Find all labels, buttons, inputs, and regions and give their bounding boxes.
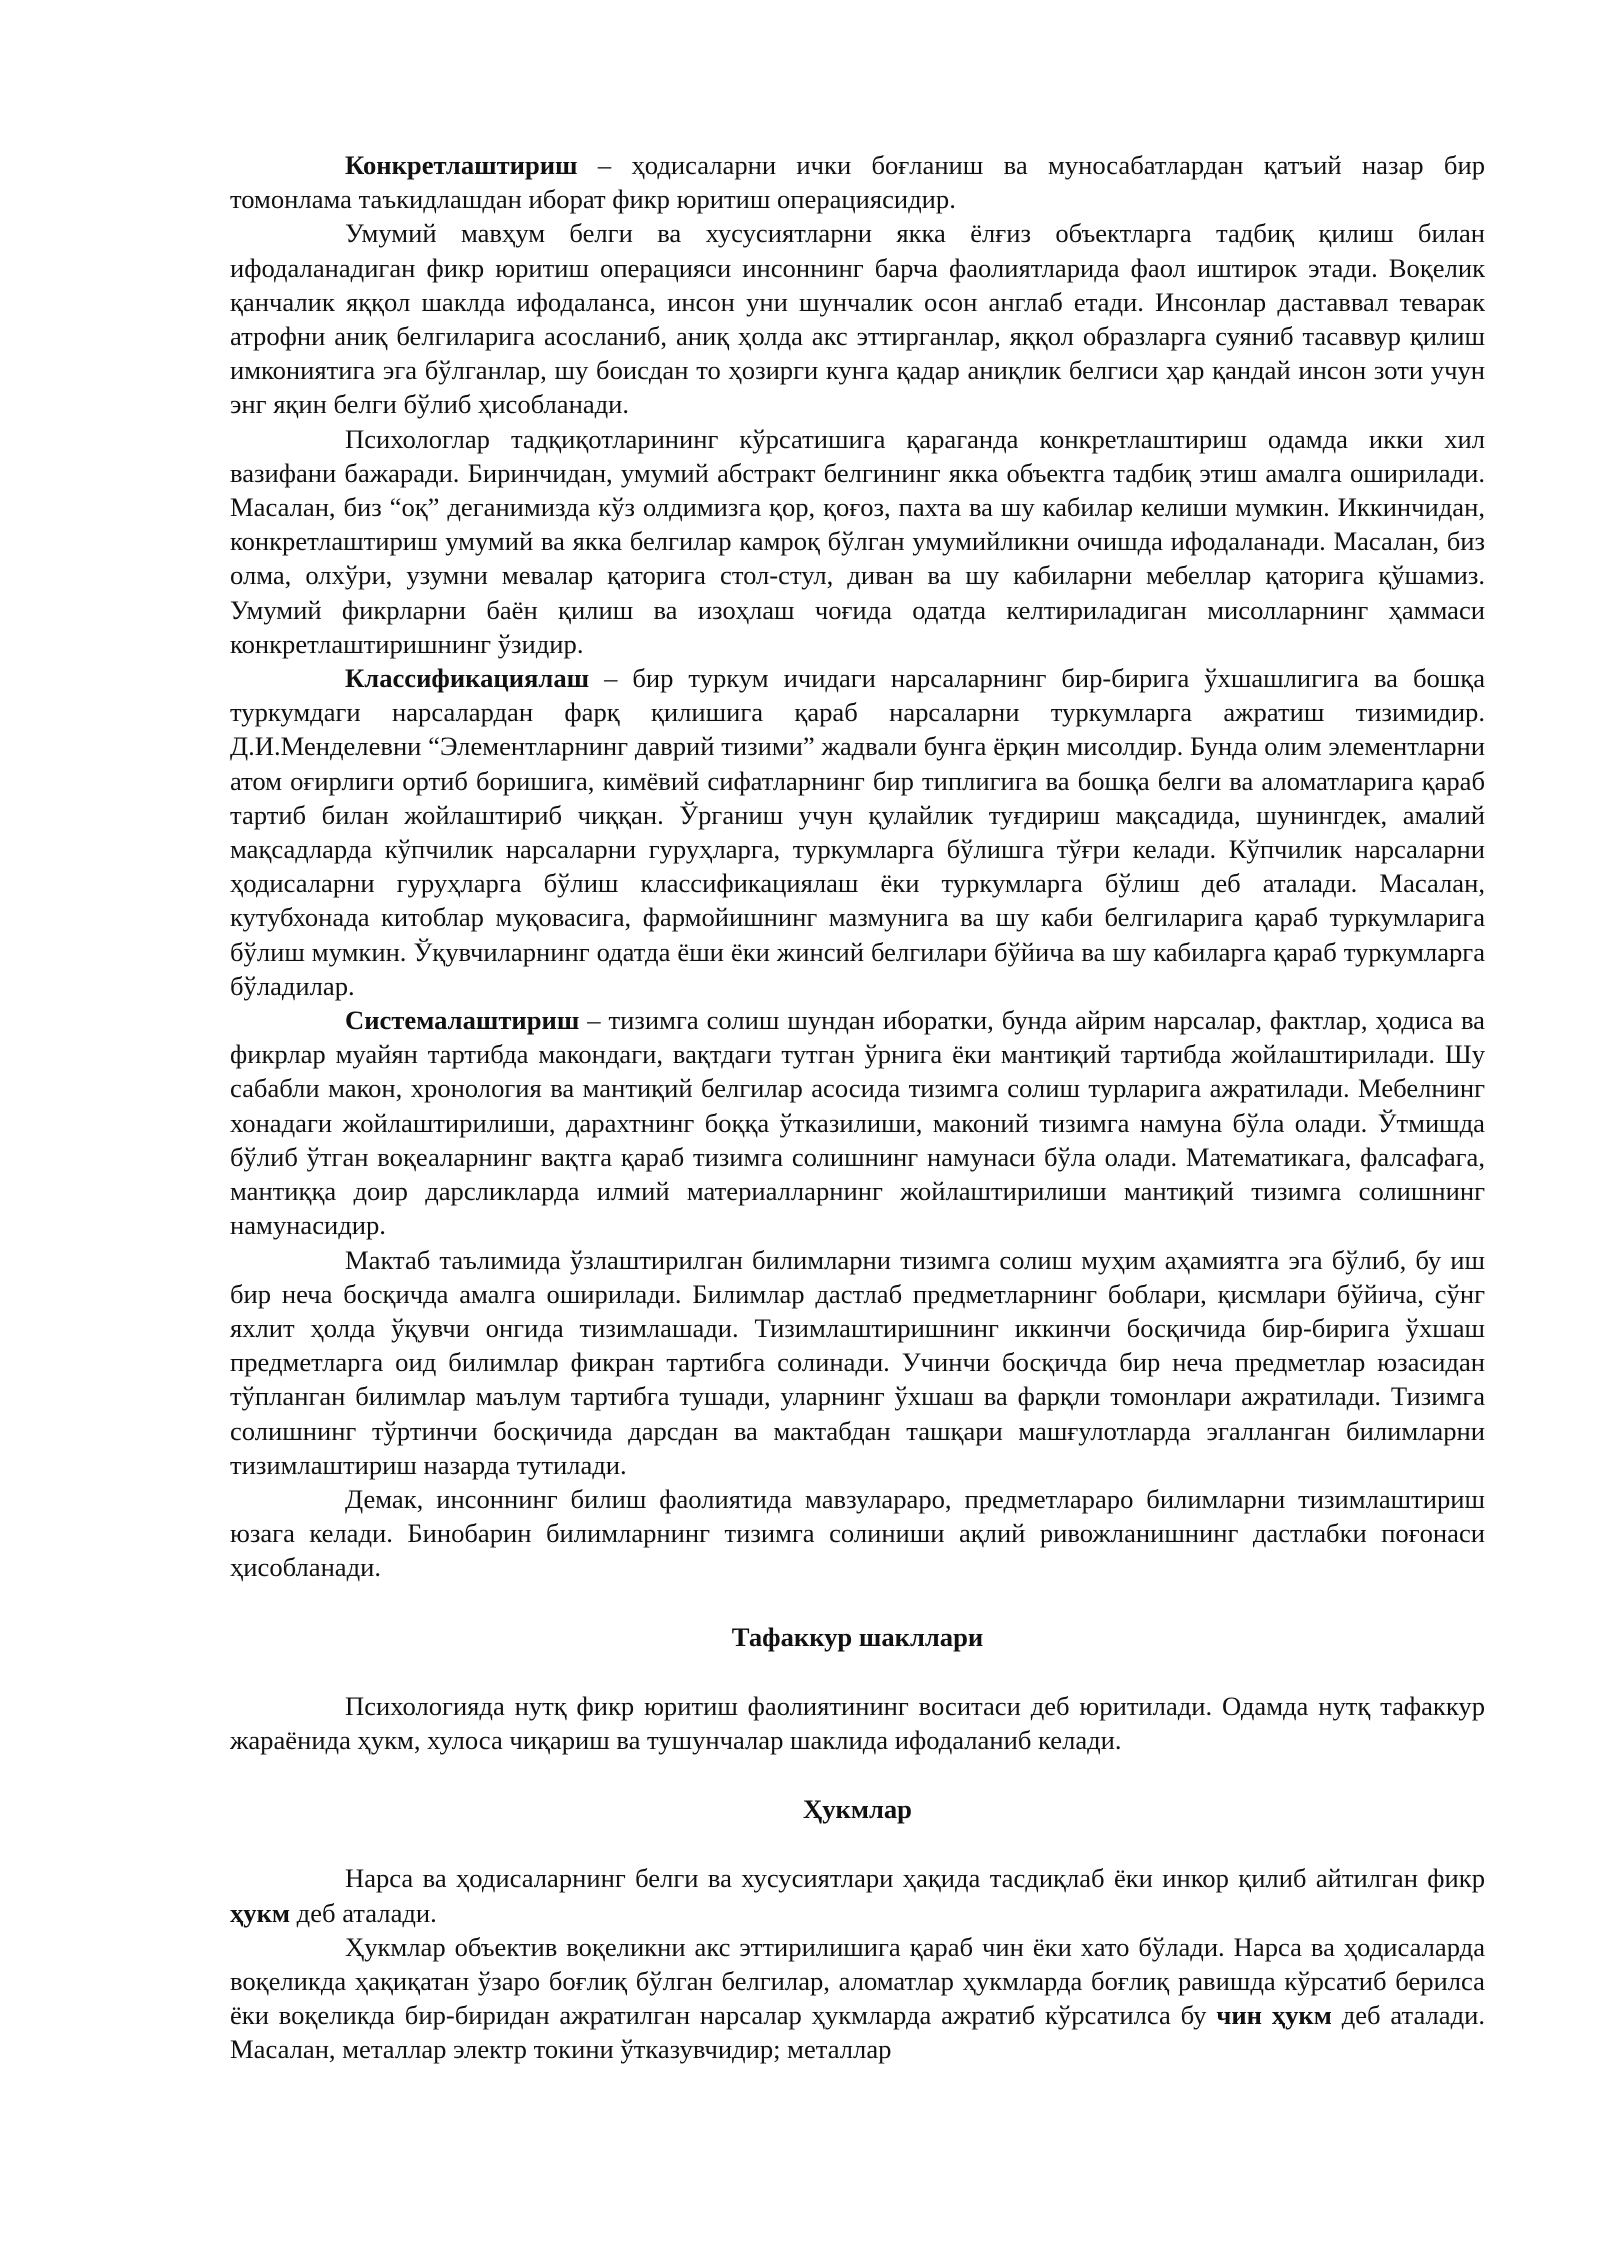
term-true-judgment: чин ҳукм [1216,2000,1332,2031]
paragraph-text: деб аталади. [290,1897,437,1928]
term-systematization: Системалаштириш [345,1005,580,1036]
term-concretization: Конкретлаштириш [345,150,578,180]
paragraph-conclusion [230,1482,1485,1585]
paragraph-text: – ҳодисаларни ички боғланиш ва муносабатлардан қатъий назар бир томонлама таъкидлашдан иборат фикр юритиш операциясидир. [230,150,1485,215]
paragraph-school-education [230,1243,1485,1482]
paragraph-text: – бир туркум ичидаги нарсаларнинг бир-бирига ўхшашлигига ва бошқа туркумдаги нарсалардан фарқ қилишига қараб нарсаларни туркумларга ажратиш тизимидир. Д.И.Менделевни “Элементларнинг даврий тизими” жадвали бунга ёрқин мисолдир. Бунда олим элементларни атом оғирлиги ортиб боришига, кимёвий сифатларнинг бир типлигига ва бошқа белги ва аломатларига қараб тартиб билан жойлаштириб чиққан. Ўрганиш учун қулайлик туғдириш мақсадида, шунингдек, амалий мақсадларда кўпчилик нарсаларни гуруҳларга, туркумларга бўлишга тўғри келади. Кўпчилик нарсаларни ҳодисаларни гуруҳларга бўлиш классификациялаш ёки туркумларга бўлиш деб аталади. Масалан, кутубхонада китоблар муқовасига, фармойишнинг мазмунига ва шу каби белгиларига қараб туркумларига бўлиш мумкин. Ўқувчиларнинг одатда ёши ёки жинсий белгилари бўйича ва шу кабиларга қараб туркумларга бўладилар. [230,663,1485,1001]
document-page [230,148,1485,2067]
heading-forms-of-thinking: Тафаккур шакллари [731,1621,984,1652]
paragraph-classification [230,661,1485,1003]
paragraph-text: – тизимга солиш шундан иборатки, бунда айрим нарсалар, фактлар, ҳодиса ва фикрлар муайян тартибда макондаги, вақтдаги тутган ўрнига ёки мантиқий тартибда жойлаштирилади. Шу сабабли макон, хронология ва мантиқий белгилар асосида тизимга солиш турларига ажратилади. Мебелнинг хонадаги жойлаштирилиши, дарахтнинг боққа ўтказилиши, маконий тизимга намуна бўла олади. Ўтмишда бўлиб ўтган воқеаларнинг вақтга қараб тизимга солишнинг намунаси бўла олади. Математикага, фалсафага, мантиққа доир дарсликларда илмий материалларнинг жойлаштирилиши мантиқий тизимга солишнинг намунасидир. [230,1005,1485,1241]
paragraph-text: Ҳукмлар объектив воқеликни акс эттирилишига қараб чин ёки хато бўлади. Нарса ва ҳодисаларда воқеликда ҳақиқатан ўзаро боғлиқ бўлган белгилар, аломатлар ҳукмларда боғлиқ равишда кўрсатиб берилса ёки воқеликда бир-биридан ажратилган нарсалар ҳукмларда ажратиб кўрсатилса бу [230,1931,1485,2031]
paragraph-text: Мактаб таълимида ўзлаштирилган билимларни тизимга солиш муҳим аҳамиятга эга бўлиб, бу иш бир неча босқичда амалга оширилади. Билимлар дастлаб предметларнинг боблари, қисмлари бўйича, сўнг яхлит ҳолда ўқувчи онгида тизимлашади. Тизимлаштиришнинг иккинчи босқичида бир-бирига ўхшаш предметларга оид билимлар фикран тартибга солинади. Учинчи босқичда бир неча предметлар юзасидан тўпланган билимлар маълум тартибга тушади, уларнинг ўхшаш ва фарқли томонлари ажратилади. Тизимга солишнинг тўртинчи босқичида дарсдан ва мактабдан ташқари машғулотларда эгалланган билимларни тизимлаштириш назарда тутилади. [230,1244,1485,1480]
term-classification: Классификациялаш [345,663,590,694]
paragraph-judgment-definition [230,1861,1485,1929]
paragraph-text: деб аталади. Масалан, металлар электр токини ўтказувчидир; металлар [230,2000,1486,2065]
term-judgment: ҳукм [230,1897,291,1928]
paragraph-text: Психологияда нутқ фикр юритиш фаолиятининг воситаси деб юритилади. Одамда нутқ тафаккур жараёнида ҳукм, хулоса чиқариш ва тушунчалар шаклида ифодаланиб келади. [230,1690,1485,1755]
paragraph-text: Психологлар тадқиқотларининг кўрсатишига қараганда конкретлаштириш одамда икки хил вазифани бажаради. Биринчидан, умумий абстракт белгининг якка объектга тадбиқ этиш амалга оширилади. Масалан, биз “оқ” деганимизда кўз олдимизга қор, қоғоз, пахта ва шу кабилар келиши мумкин. Иккинчидан, конкретлаштириш умумий ва якка белгилар камроқ бўлган умумийликни очишда ифодаланади. Масалан, биз олма, олхўри, узумни мевалар қаторига стол-стул, диван ва шу кабиларни мебеллар қаторига қўшамиз. Умумий фикрларни баён қилиш ва изоҳлаш чоғида одатда келтириладиган мисолларнинг ҳаммаси конкретлаштиришнинг ўзидир. [230,423,1485,659]
heading-judgments: Ҳукмлар [803,1794,912,1825]
paragraph-text: Демак, инсоннинг билиш фаолиятида мавзулараро, предметлараро билимларни тизимлаштириш юзага келади. Бинобарин билимларнинг тизимга солиниши ақлий ривожланишнинг дастлабки поғонаси ҳисобланади. [230,1483,1485,1583]
paragraph-text: Нарса ва ҳодисаларнинг белги ва хусусиятлари ҳақида тасдиқлаб ёки инкор қилиб айтилган фикр [345,1863,1485,1894]
paragraph-true-judgment [230,1930,1485,2067]
paragraph-systematization [230,1003,1485,1242]
paragraph-psychologists [230,422,1485,661]
paragraph-speech [230,1689,1485,1757]
paragraph-concretization [230,148,1485,216]
paragraph-text: Умумий мавҳум белги ва хусусиятларни якка ёлғиз объектларга тадбиқ қилиш билан ифодаланадиган фикр юритиш операцияси инсоннинг барча фаолиятларида фаол иштирок этади. Воқелик қанчалик яққол шаклда ифодаланса, инсон уни шунчалик осон англаб етади. Инсонлар даставвал теварак атрофни аниқ белгиларига асосланиб, аниқ ҳолда акс эттирганлар, яққол образларга суяниб тасаввур қилиш имкониятига эга бўлганлар, шу боисдан то ҳозирги кунга қадар аниқлик белгиси ҳар қандай инсон зоти учун энг яқин белги бўлиб ҳисобланади. [230,218,1485,420]
paragraph-general-abstract [230,216,1485,421]
